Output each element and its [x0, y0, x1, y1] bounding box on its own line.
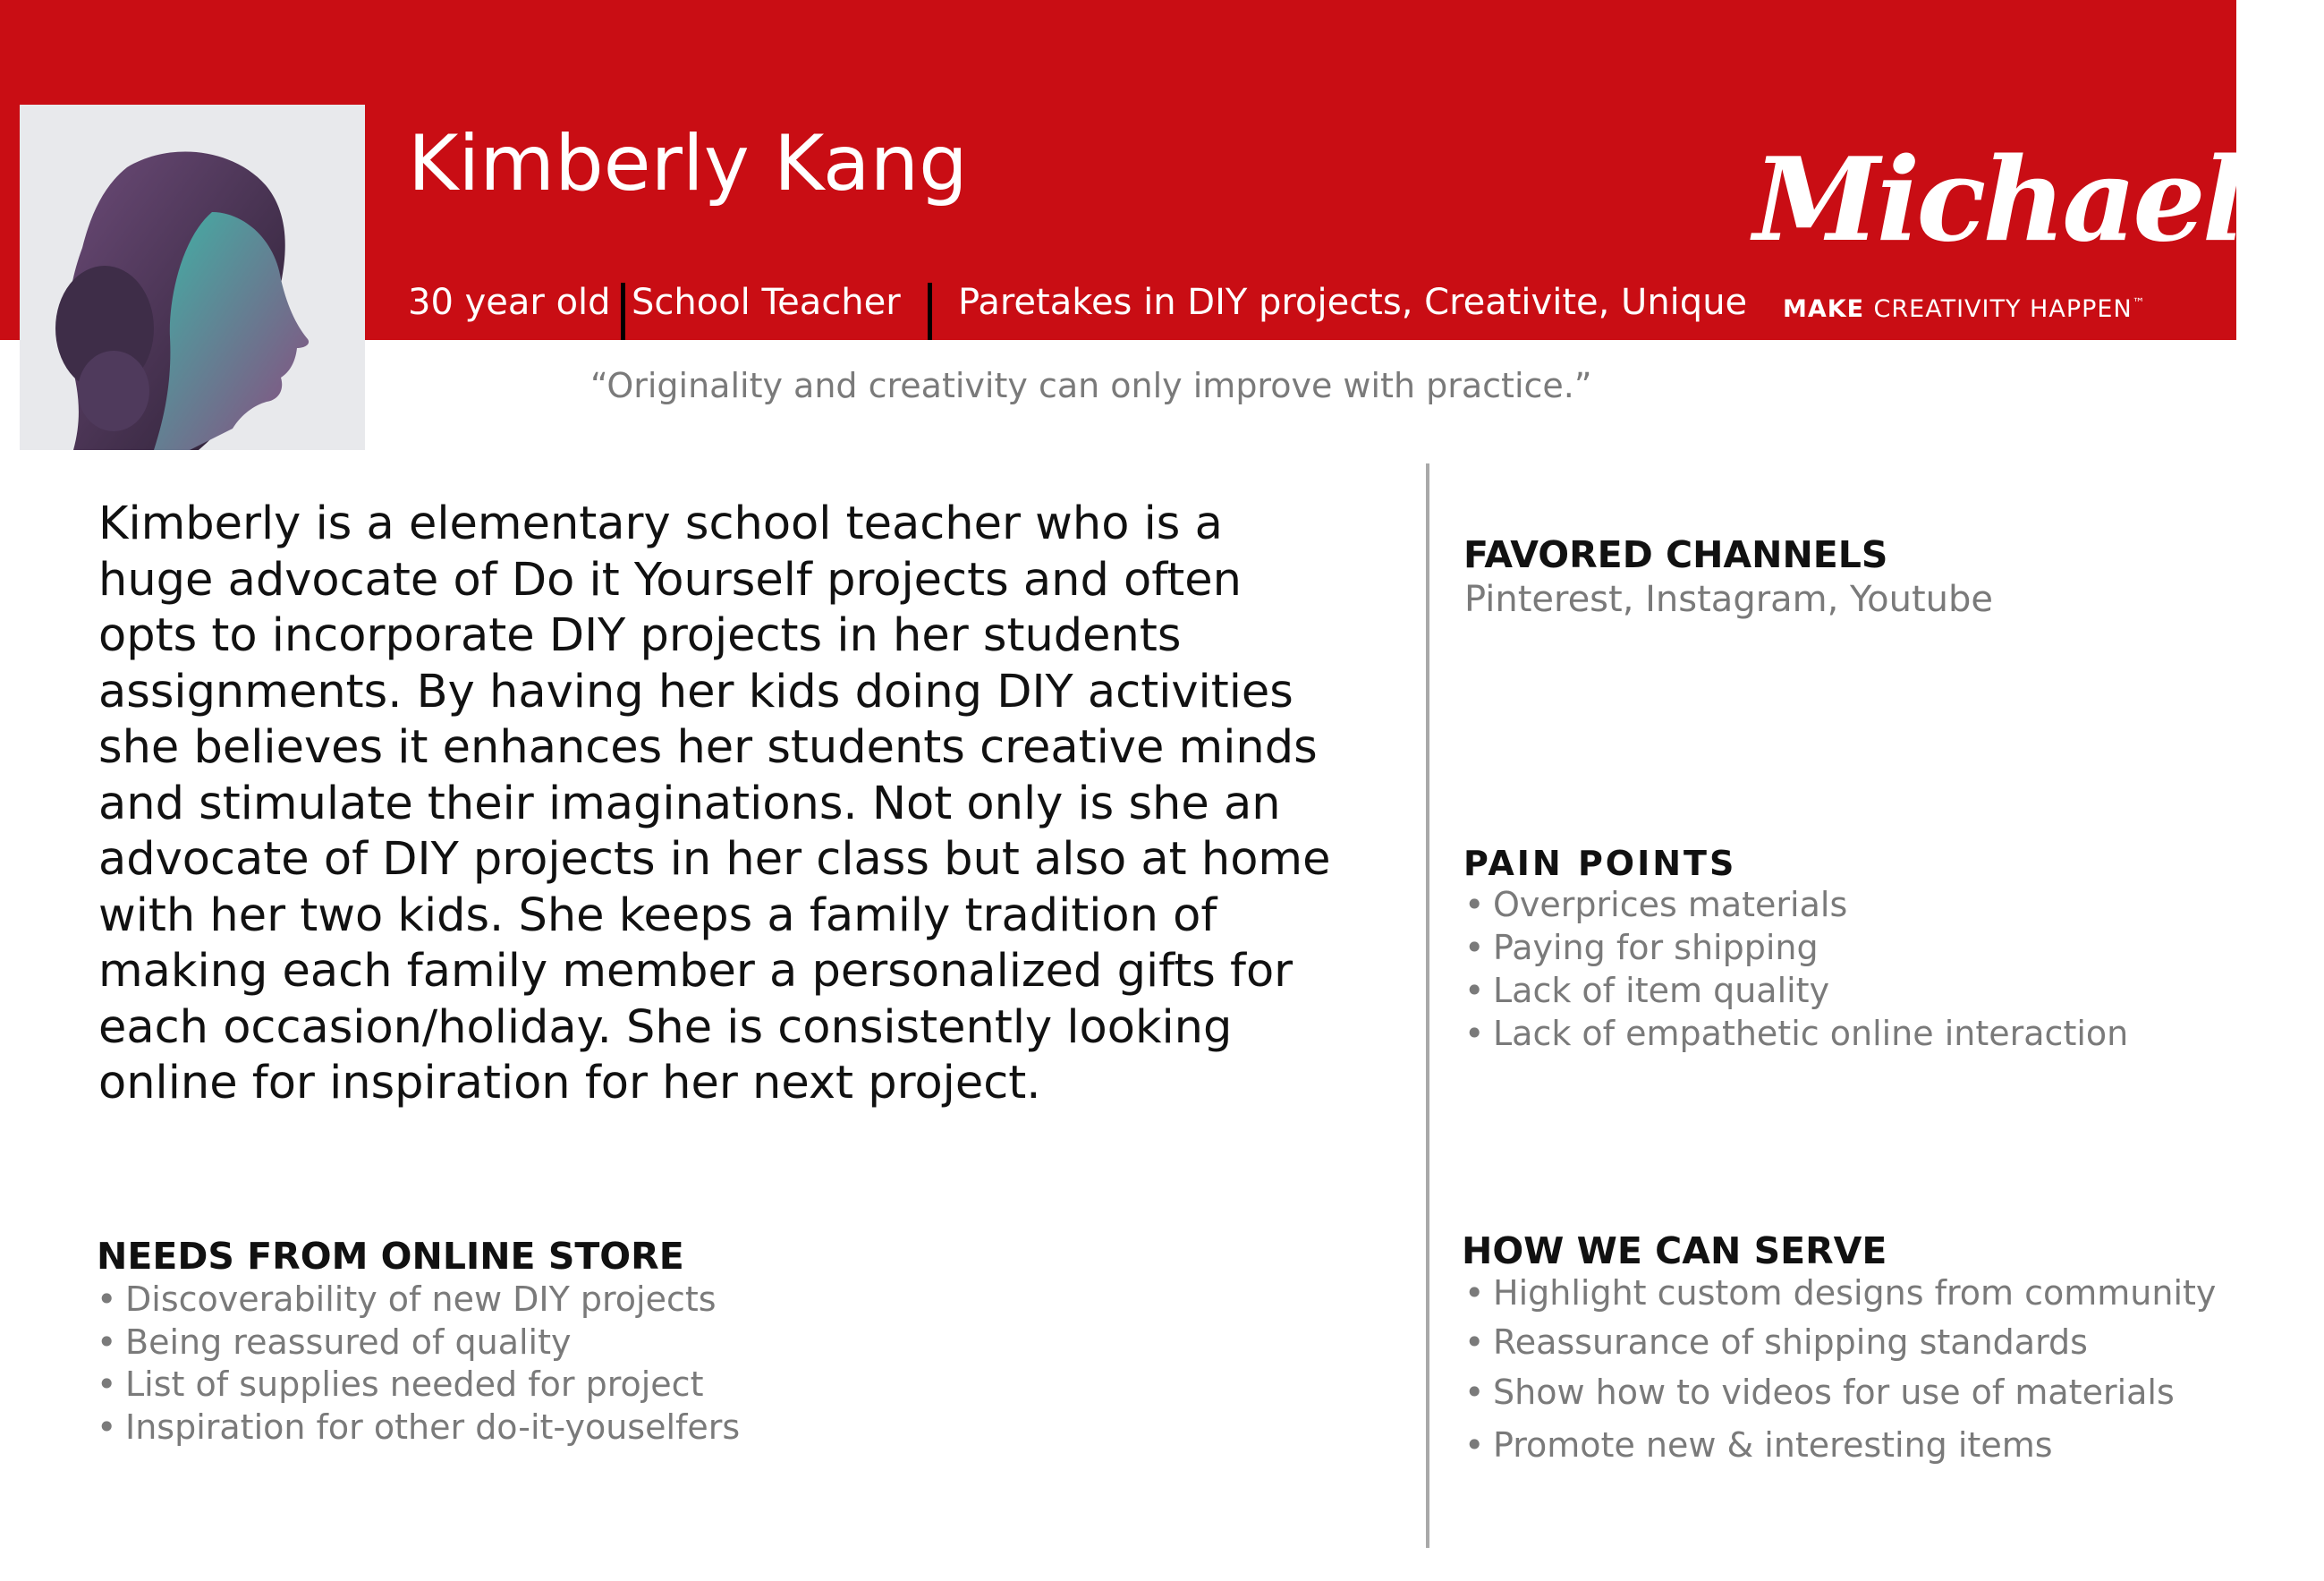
list-item: • Lack of item quality: [1464, 969, 2128, 1012]
persona-bio: [98, 497, 1404, 1112]
list-item: • List of supplies needed for project: [97, 1364, 740, 1407]
logo-wordmark: Michaels®: [1753, 133, 2324, 268]
meta-separator: [928, 283, 932, 340]
bio-line: advocate of DIY projects in her class but also at home: [98, 833, 1331, 886]
bio-line: she believes it enhances her students creative minds: [98, 721, 1318, 774]
persona-occupation: School Teacher: [632, 282, 901, 323]
meta-separator: [621, 283, 625, 340]
list-item: • Being reassured of quality: [97, 1322, 740, 1364]
list-item: • Reassurance of shipping standards: [1464, 1321, 2216, 1371]
list-item: • Discoverability of new DIY projects: [97, 1279, 740, 1322]
favored-channels-title: FAVORED CHANNELS: [1463, 533, 1888, 576]
persona-quote: “Originality and creativity can only improve with practice.”: [590, 366, 1592, 405]
column-divider: [1426, 463, 1429, 1548]
bio-line: huge advocate of Do it Yourself projects and often: [98, 553, 1242, 607]
bio-line: with her two kids. She keeps a family tradition of: [98, 888, 1217, 942]
list-item: • Highlight custom designs from community: [1464, 1271, 2216, 1321]
persona-traits: Paretakes in DIY projects, Creativite, Unique: [958, 282, 1748, 323]
list-item: • Inspiration for other do-it-youselfers: [97, 1407, 740, 1449]
needs-list: [97, 1279, 740, 1449]
persona-name: Kimberly Kang: [408, 119, 968, 208]
bio-line: assignments. By having her kids doing DIY activities: [98, 665, 1293, 718]
michaels-logo: [1744, 133, 2324, 323]
bio-line: online for inspiration for her next project.: [98, 1057, 1041, 1109]
portrait-photo-icon: [20, 105, 365, 450]
list-item: • Show how to videos for use of materials: [1464, 1371, 2216, 1424]
favored-channels-text: Pinterest, Instagram, Youtube: [1464, 579, 1994, 620]
bio-line: opts to incorporate DIY projects in her students: [98, 609, 1182, 662]
list-item: • Paying for shipping: [1464, 926, 2128, 969]
pain-points-title: PAIN POINTS: [1463, 844, 1737, 883]
persona-avatar: [20, 105, 365, 450]
persona-age: 30 year old: [408, 282, 611, 323]
needs-title: NEEDS FROM ONLINE STORE: [97, 1235, 684, 1278]
bio-line: making each family member a personalized gifts for: [98, 945, 1293, 998]
bio-line: and stimulate their imaginations. Not only is she an: [98, 777, 1281, 830]
bio-line: each occasion/holiday. She is consistently looking: [98, 1000, 1233, 1054]
logo-tagline: MAKE CREATIVITY HAPPEN™: [1783, 295, 2146, 323]
pain-points-list: [1464, 883, 2128, 1055]
serve-title: HOW WE CAN SERVE: [1462, 1229, 1887, 1272]
list-item: • Overprices materials: [1464, 883, 2128, 926]
list-item: • Lack of empathetic online interaction: [1464, 1012, 2128, 1055]
serve-list: [1464, 1271, 2216, 1466]
bio-line: Kimberly is a elementary school teacher who is a: [98, 497, 1223, 550]
list-item: • Promote new & interesting items: [1464, 1424, 2216, 1466]
